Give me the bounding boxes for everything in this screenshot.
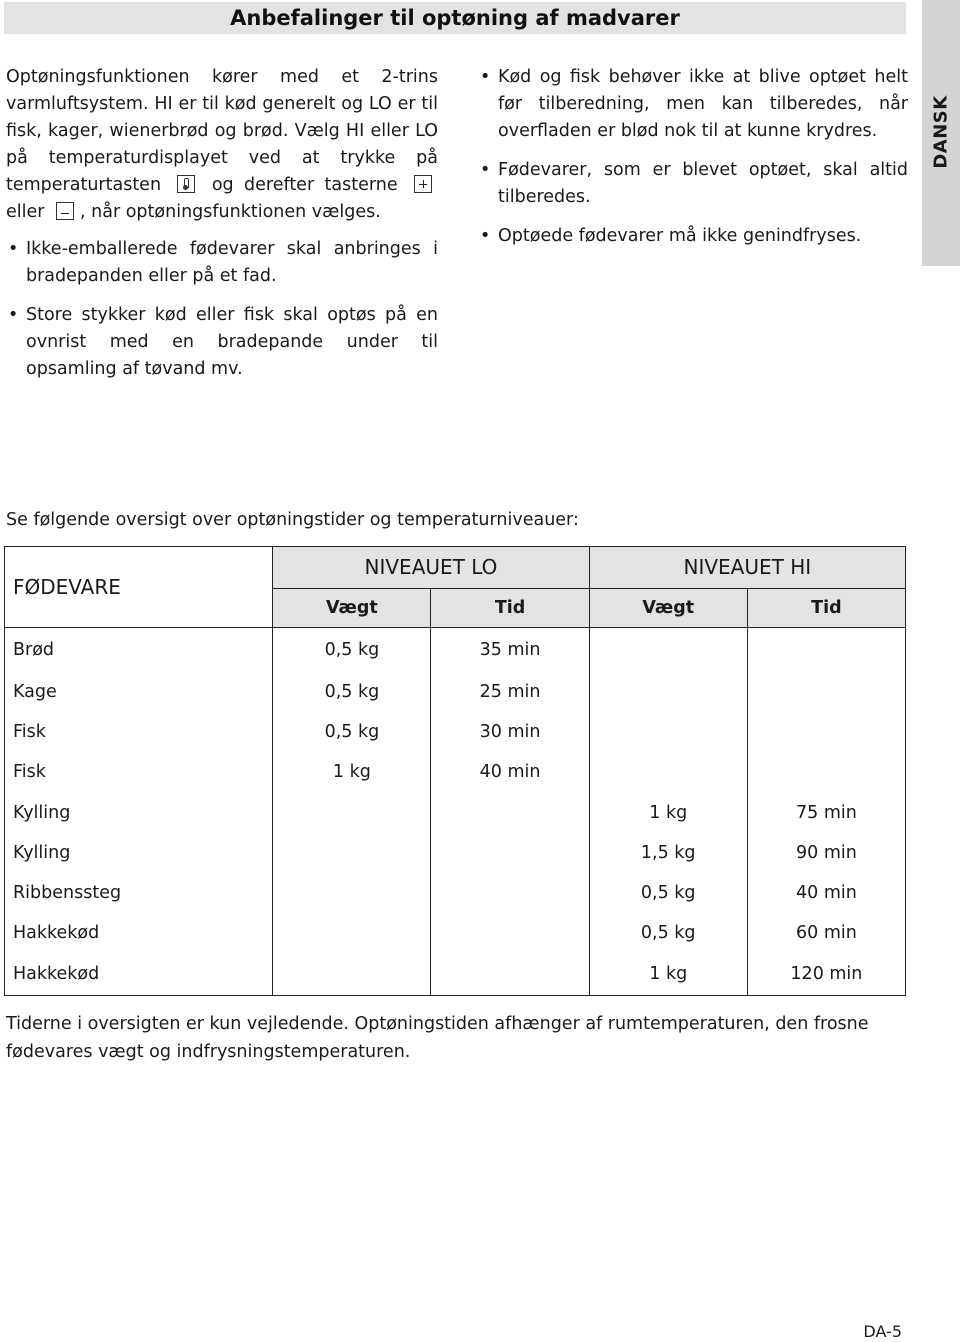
hi-time-cell: 40 min: [747, 873, 905, 913]
page-title: Anbefalinger til optøning af madvarer: [230, 6, 680, 30]
table-body: [5, 628, 906, 996]
food-cell: Hakkekød: [5, 953, 273, 996]
hi-weight-cell: 1 kg: [589, 953, 747, 996]
thawing-table: [4, 546, 906, 996]
lo-weight-cell: [273, 793, 431, 833]
table-row: [5, 953, 906, 996]
hi-weight-cell: 0,5 kg: [589, 873, 747, 913]
hi-weight-cell: [589, 712, 747, 752]
hi-weight-cell: 1 kg: [589, 793, 747, 833]
food-cell: Hakkekød: [5, 913, 273, 953]
hi-weight-cell: 0,5 kg: [589, 913, 747, 953]
intro-text-d: , når optøningsfunktionen vælges.: [80, 202, 381, 222]
hi-time-header: Tid: [747, 588, 905, 628]
lo-time-cell: 25 min: [431, 672, 589, 712]
lo-time-cell: 35 min: [431, 628, 589, 673]
list-item: • Optøede fødevarer må ikke genindfryses.: [478, 223, 908, 250]
intro-text-a: Optøningsfunktionen kører med et 2-trins varmluftsystem. HI er til kød generelt og LO er til fisk, kager, wienerbrød og brød. Vælg HI eller LO på temperaturdisplayet ved at trykke på temperaturtasten: [6, 67, 438, 195]
left-bullet-list: [6, 236, 438, 383]
list-item: • Ikke-emballerede fødevarer skal anbringes i bradepanden eller på et fad.: [6, 236, 438, 290]
lo-time-cell: [431, 913, 589, 953]
left-column: [6, 64, 438, 395]
hi-weight-cell: [589, 752, 747, 792]
hi-time-cell: [747, 628, 905, 673]
lo-weight-cell: 1 kg: [273, 752, 431, 792]
food-cell: Fisk: [5, 752, 273, 792]
lo-weight-cell: 0,5 kg: [273, 628, 431, 673]
table-row: [5, 833, 906, 873]
title-bar: [4, 2, 906, 34]
food-cell: Kylling: [5, 793, 273, 833]
table-row: [5, 793, 906, 833]
page-number: DA-5: [863, 1322, 902, 1341]
lo-time-header: Tid: [431, 588, 589, 628]
food-cell: Ribbenssteg: [5, 873, 273, 913]
intro-text-c: eller: [6, 202, 45, 222]
lo-weight-cell: [273, 833, 431, 873]
hi-weight-cell: 1,5 kg: [589, 833, 747, 873]
hi-time-cell: [747, 712, 905, 752]
table-row: [5, 712, 906, 752]
thermometer-icon: [177, 175, 195, 193]
hi-time-cell: 120 min: [747, 953, 905, 996]
hi-weight-cell: [589, 672, 747, 712]
hi-time-cell: [747, 752, 905, 792]
hi-time-cell: 60 min: [747, 913, 905, 953]
list-item: • Store stykker kød eller fisk skal optøs på en ovnrist med en bradepande under til opsamling af tøvand mv.: [6, 302, 438, 383]
hi-level-header: NIVEAUET HI: [589, 547, 905, 589]
lo-time-cell: [431, 833, 589, 873]
list-item: • Fødevarer, som er blevet optøet, skal altid tilberedes.: [478, 157, 908, 211]
hi-weight-cell: [589, 628, 747, 673]
table-intro: Se følgende oversigt over optøningstider og temperaturniveauer:: [6, 510, 579, 530]
food-cell: Kage: [5, 672, 273, 712]
table-row: [5, 672, 906, 712]
intro-paragraph: [6, 64, 438, 226]
lo-weight-cell: 0,5 kg: [273, 712, 431, 752]
lo-time-cell: [431, 793, 589, 833]
lo-weight-cell: [273, 873, 431, 913]
footnote: Tiderne i oversigten er kun vejledende. Optøningstiden afhænger af rumtemperaturen, den frosne fødevares vægt og indfrysningstemperaturen.: [6, 1014, 869, 1062]
food-cell: Kylling: [5, 833, 273, 873]
right-column: [478, 64, 908, 262]
language-tab-label: DANSK: [930, 95, 952, 169]
hi-time-cell: [747, 672, 905, 712]
table-row: [5, 752, 906, 792]
lo-weight-cell: [273, 913, 431, 953]
intro-text-b: og derefter tasterne: [211, 175, 398, 195]
hi-weight-header: Vægt: [589, 588, 747, 628]
food-column-header: FØDEVARE: [5, 547, 273, 628]
minus-icon: [56, 202, 74, 220]
hi-time-cell: 75 min: [747, 793, 905, 833]
lo-time-cell: [431, 953, 589, 996]
hi-time-cell: 90 min: [747, 833, 905, 873]
list-item: • Kød og fisk behøver ikke at blive optøet helt før tilberedning, men kan tilberedes, når overfladen er blød nok til at kunne krydres.: [478, 64, 908, 145]
food-cell: Brød: [5, 628, 273, 673]
food-cell: Fisk: [5, 712, 273, 752]
lo-weight-cell: 0,5 kg: [273, 672, 431, 712]
lo-weight-cell: [273, 953, 431, 996]
right-bullet-list: [478, 64, 908, 250]
lo-time-cell: [431, 873, 589, 913]
lo-time-cell: 40 min: [431, 752, 589, 792]
table-row: [5, 913, 906, 953]
lo-level-header: NIVEAUET LO: [273, 547, 589, 589]
table-row: [5, 873, 906, 913]
plus-icon: [414, 175, 432, 193]
language-tab: [922, 0, 960, 266]
table-row: [5, 628, 906, 673]
lo-weight-header: Vægt: [273, 588, 431, 628]
lo-time-cell: 30 min: [431, 712, 589, 752]
